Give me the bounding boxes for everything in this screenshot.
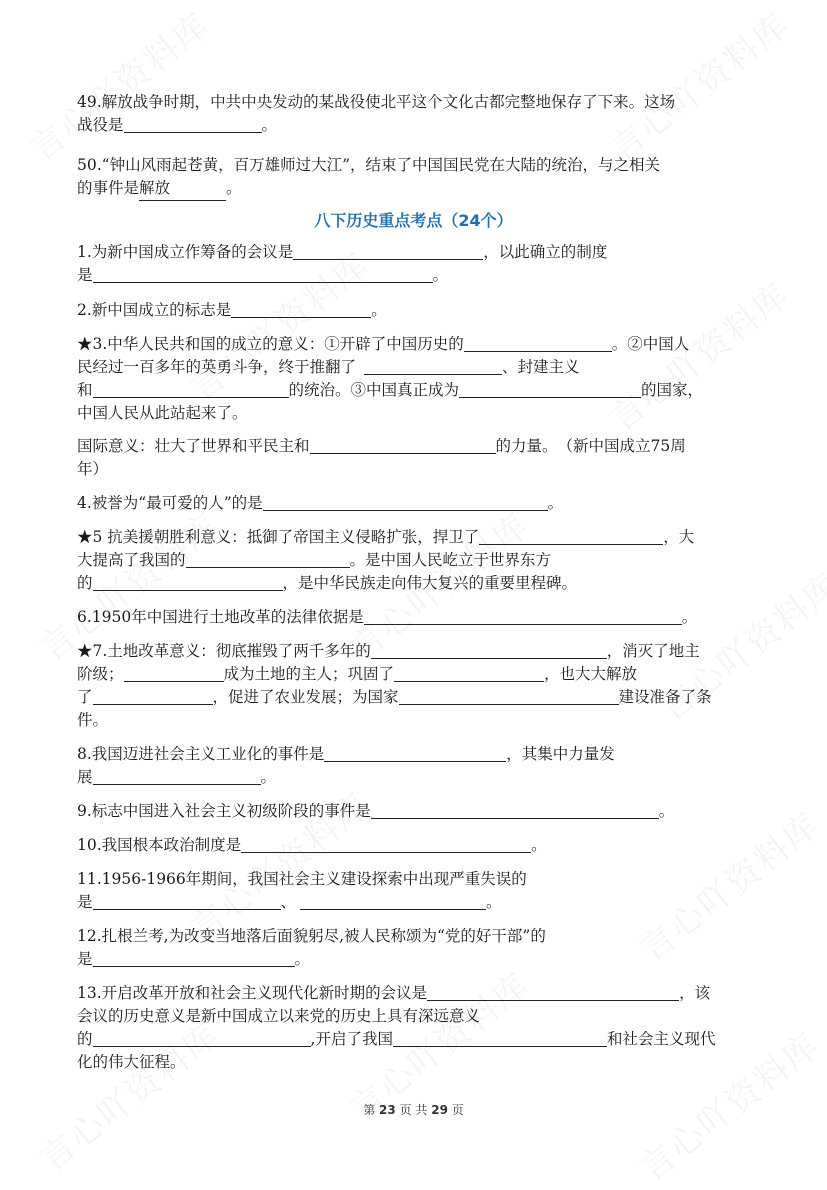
- question-5-line-2: [77, 549, 551, 572]
- question-text: 战役是: [77, 116, 124, 134]
- answer-blank[interactable]: [393, 1030, 607, 1047]
- question-text: 50.“钟山风雨起苍黄，百万雄师过大江”，结束了中国国民党在大陆的统治，与之相关: [77, 156, 661, 174]
- question-text: 。: [261, 116, 278, 134]
- question-1-line-1: [77, 241, 607, 264]
- question-text: 。: [294, 950, 311, 968]
- watermark: [598, 0, 798, 170]
- question-text: 12.扎根兰考,为改变当地落后面貌躬尽,被人民称颂为“党的好干部”的: [77, 927, 546, 945]
- question-3-line-3: [77, 379, 703, 402]
- answer-blank[interactable]: [293, 243, 483, 260]
- question-text: 会议的历史意义是新中国成立以来党的历史上具有深远意义: [77, 1007, 481, 1025]
- question-text: ,开启了我国: [310, 1030, 393, 1048]
- answer-blank[interactable]: [124, 116, 262, 133]
- answer-blank[interactable]: [300, 893, 486, 910]
- question-text: 49.解放战争时期，中共中央发动的某战役使北平这个文化古都完整地保存了下来。这场: [77, 93, 676, 111]
- question-text: 。: [531, 836, 547, 854]
- question-text: 和社会主义现代: [606, 1030, 716, 1048]
- question-text: 。②中国人: [611, 335, 690, 353]
- question-8-line-1: [77, 743, 615, 766]
- answer-blank[interactable]: [371, 642, 607, 659]
- answer-blank[interactable]: [93, 266, 433, 283]
- question-text: 。: [658, 802, 675, 820]
- question-6: [77, 606, 697, 629]
- question-text: 是: [77, 266, 93, 284]
- answer-blank[interactable]: [241, 836, 531, 853]
- question-text: 。是中国人民屹立于世界东方: [349, 551, 552, 569]
- answer-blank[interactable]: [93, 381, 289, 398]
- current-page-number: 23: [379, 1103, 396, 1117]
- answer-blank[interactable]: [231, 301, 371, 318]
- question-13-line-3: [77, 1028, 715, 1051]
- question-text: ，其集中力量发: [506, 745, 615, 763]
- question-text: 国际意义：壮大了世界和平民主和: [77, 437, 310, 455]
- question-text: 是: [77, 950, 93, 968]
- answer-blank[interactable]: [93, 574, 283, 591]
- question-12-line-1: [77, 925, 546, 948]
- question-text: ★5 抗美援朝胜利意义：抵御了帝国主义侵略扩张，捍卫了: [77, 528, 480, 546]
- question-5-line-1: [77, 526, 694, 549]
- question-text: 是: [77, 893, 93, 911]
- question-8-line-2: [77, 766, 276, 789]
- question-text: 6.1950年中国进行土地改革的法律依据是: [77, 608, 364, 626]
- question-2: [77, 299, 387, 322]
- answer-blank[interactable]: [399, 688, 619, 705]
- answer-prefill: 解放: [139, 179, 171, 197]
- answer-blank[interactable]: [394, 665, 544, 682]
- question-text: 年）: [77, 460, 109, 478]
- answer-blank[interactable]: [93, 893, 281, 910]
- question-9: [77, 800, 674, 823]
- question-text: 成为土地的主人；巩固了: [223, 665, 395, 683]
- question-text: 了: [77, 688, 93, 706]
- answer-blank[interactable]: [93, 688, 213, 705]
- answer-blank[interactable]: [371, 802, 659, 819]
- question-1-line-2: [77, 264, 448, 287]
- question-7-line-2: [77, 663, 637, 686]
- answer-blank[interactable]: [427, 984, 679, 1001]
- question-text: ，消灭了地主: [606, 642, 700, 660]
- question-11-line-2: [77, 891, 502, 914]
- question-text: 9.标志中国进入社会主义初级阶段的事件是: [77, 802, 371, 820]
- answer-blank[interactable]: [139, 177, 226, 201]
- question-11-line-1: [77, 868, 527, 891]
- question-text: 展: [77, 768, 93, 786]
- question-text: 。: [260, 768, 277, 786]
- question-text: 。: [681, 608, 698, 626]
- question-text: 4.被誉为“最可爱的人”的是: [77, 494, 263, 512]
- answer-blank[interactable]: [93, 768, 261, 785]
- question-7-line-1: [77, 640, 700, 663]
- question-49-line-2: [77, 114, 277, 137]
- question-text: 民经过一百多年的英勇斗争，终于推翻了: [77, 358, 357, 376]
- question-text: 大提高了我国的: [77, 551, 186, 569]
- watermark: [628, 799, 827, 971]
- answer-blank[interactable]: [263, 494, 548, 511]
- question-text: 、封建主义: [502, 358, 580, 376]
- answer-blank[interactable]: [93, 950, 295, 967]
- question-13-line-1: [77, 982, 710, 1005]
- question-text: ，该: [679, 984, 711, 1002]
- question-10: [77, 834, 547, 857]
- question-3-intl-line-2: [77, 458, 108, 481]
- question-text: 的国家，: [641, 381, 704, 399]
- page-label: 页: [451, 1103, 464, 1117]
- question-13-line-2: [77, 1005, 480, 1028]
- answer-blank[interactable]: [464, 335, 612, 352]
- question-text: 的统治。③中国真正成为: [288, 381, 460, 399]
- question-7-line-4: [77, 709, 108, 732]
- question-text: 的: [77, 574, 93, 592]
- answer-blank[interactable]: [479, 528, 663, 545]
- question-text: 、: [280, 893, 297, 911]
- question-3-intl-line-1: [77, 435, 686, 458]
- question-text: 的力量。 （新中国成立75周: [495, 437, 686, 455]
- page-label: 第: [363, 1103, 376, 1117]
- question-50-line-1: [77, 154, 660, 177]
- question-4: [77, 492, 563, 515]
- page-footer: [0, 1101, 827, 1118]
- answer-blank[interactable]: [459, 381, 641, 398]
- question-49-line-1: [77, 91, 675, 114]
- question-text: ★3.中华人民共和国的成立的意义：①开辟了中国历史的: [77, 335, 464, 353]
- question-50-line-2: [77, 177, 242, 201]
- question-text: ，是中华民族走向伟大复兴的重要里程碑。: [282, 574, 578, 592]
- watermark: [18, 0, 218, 170]
- question-12-line-2: [77, 948, 310, 971]
- question-3-line-1: [77, 333, 689, 356]
- question-13-line-4: [77, 1051, 186, 1074]
- question-3-line-4: [77, 402, 248, 425]
- question-text: ★7.土地改革意义：彻底摧毁了两千多年的: [77, 642, 371, 660]
- question-text: 化的伟大征程。: [77, 1053, 186, 1071]
- question-text: ，也大大解放: [544, 665, 638, 683]
- question-text: 件。: [77, 711, 109, 729]
- question-text: 8.我国迈进社会主义工业化的事件是: [77, 745, 325, 763]
- question-text: 1.为新中国成立作筹备的会议是: [77, 243, 294, 261]
- question-text: 10.我国根本政治制度是: [77, 836, 242, 854]
- section-title: 八下历史重点考点（24个）: [314, 211, 513, 230]
- page-label: 页 共: [399, 1103, 428, 1117]
- question-text: 。: [432, 266, 449, 284]
- question-text: 。: [371, 301, 387, 319]
- question-text: ，以此确立的制度: [483, 243, 608, 261]
- question-text: 的事件是: [77, 179, 140, 197]
- question-text: 中国人民从此站起来了。: [77, 404, 248, 422]
- question-text: 建设准备了条: [618, 688, 712, 706]
- answer-blank[interactable]: [324, 745, 506, 762]
- question-7-line-3: [77, 686, 712, 709]
- question-text: 的: [77, 1030, 93, 1048]
- question-text: 2.新中国成立的标志是: [77, 301, 232, 319]
- total-page-number: 29: [431, 1103, 448, 1117]
- question-text: 阶级；: [77, 665, 124, 683]
- answer-blank[interactable]: [186, 551, 350, 568]
- question-5-line-3: [77, 572, 577, 595]
- answer-blank[interactable]: [364, 358, 502, 375]
- question-text: 。: [547, 494, 564, 512]
- answer-blank[interactable]: [310, 437, 496, 454]
- answer-blank[interactable]: [93, 1030, 311, 1047]
- question-text: 13.开启改革开放和社会主义现代化新时期的会议是: [77, 984, 428, 1002]
- question-text: 。: [226, 179, 242, 197]
- question-text: 和: [77, 381, 93, 399]
- answer-blank[interactable]: [364, 608, 682, 625]
- question-text: ，大: [663, 528, 695, 546]
- question-text: 11.1956-1966年期间，我国社会主义建设探索中出现严重失误的: [77, 870, 527, 888]
- question-text: 。: [486, 893, 502, 911]
- answer-blank[interactable]: [124, 665, 224, 682]
- question-text: ，促进了农业发展；为国家: [212, 688, 399, 706]
- question-3-line-2: [77, 356, 580, 379]
